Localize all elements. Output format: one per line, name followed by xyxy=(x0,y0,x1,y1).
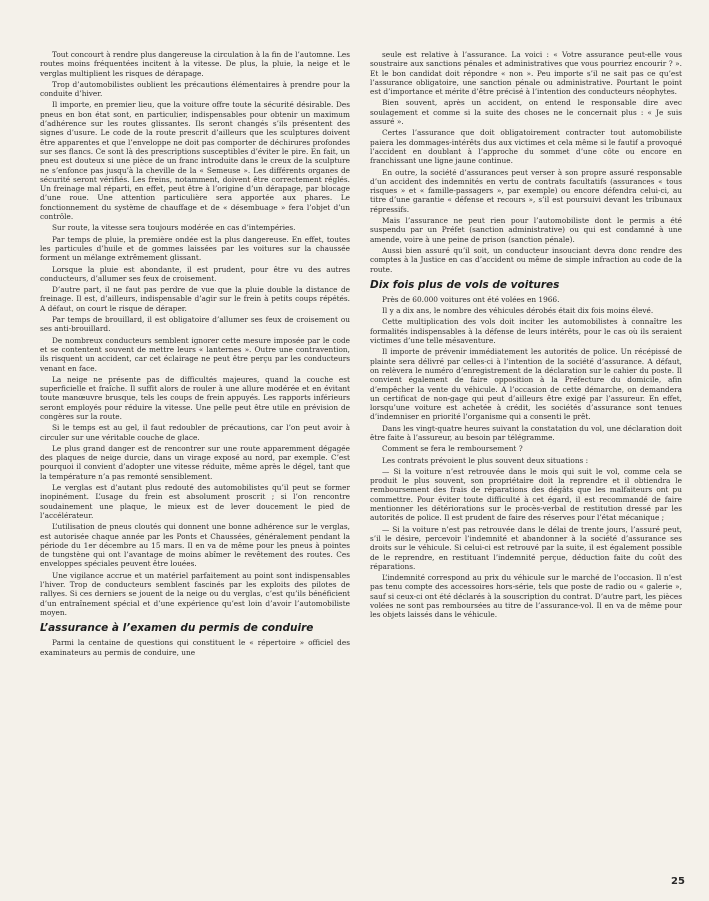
paragraph: Près de 60.000 voitures ont été volées en 1966. xyxy=(382,294,560,304)
paragraph: Les contrats prévoient le plus souvent deux situations : xyxy=(382,455,589,465)
paragraph: Le verglas est d’autant plus redouté des automobilistes qu’il peut se former inopinément. L’usage du frein est absolument proscrit ; si l’on rencontre soudainement une plaque, le mieux est de lever doucement le pied de l’accélérateur. xyxy=(40,483,350,520)
paragraph: Comment se fera le remboursement ? xyxy=(382,444,523,454)
paragraph: Dans les vingt-quatre heures suivant la constatation du vol, une déclaration doit être faite à l’assureur, au besoin par télégramme. xyxy=(370,423,682,442)
paragraph: Si le temps est au gel, il faut redoubler de précautions, car l’on peut avoir à circuler sur une véritable couche de glace. xyxy=(40,423,350,442)
paragraph: Cette multiplication des vols doit inciter les automobilistes à connaître les formalités indispensables à la défense de leurs intérêts, pour le cas où ils seraient victimes d’une telle mésaventure. xyxy=(370,317,682,346)
paragraph: Par temps de brouillard, il est obligatoire d’allumer ses feux de croisement ou ses anti-brouillard. xyxy=(40,315,350,334)
paragraph: Aussi bien assuré qu’il soit, un conducteur insouciant devra donc rendre des comptes à la Justice en cas d’accident ou même de simple infraction au code de la route. xyxy=(370,245,682,274)
paragraph: La neige ne présente pas de difficultés majeures, quand la couche est superficielle et fraîche. Il suffit alors de rouler à une allure modérée et en évitant toute manœuvre brusque, tels les coups de frein appuyés. Les rapports inférieurs seront employés pour réduire la vitesse. Une pelle peut être utile en prévision de congères sur la route. xyxy=(40,374,350,421)
paragraph: Le plus grand danger est de rencontrer sur une route apparemment dégagée des plaques de neige durcie, dans un virage exposé au nord, par exemple. C’est pourquoi il convient d’adopter une vitesse réduite, même après le dégel, tant que la température n’a pas remonté sensiblement. xyxy=(40,443,350,481)
right-column xyxy=(370,50,682,622)
section-heading-insurance-exam: L’assurance à l’examen du permis de conduire xyxy=(40,622,314,635)
paragraph: Bien souvent, après un accident, on entend le responsable dire avec soulagement et comme si la suite des choses ne le concernait plus : « Je suis assuré ». xyxy=(370,98,682,127)
paragraph: Il importe de prévenir immédiatement les autorités de police. Un récépissé de plainte sera délivré par celles-ci à l’intention de la société d’assurance. A défaut, on relèvera le numéro d’enregistrement de la déclaration sur le cahier du poste. Il convient également de faire opposition à la Préfecture du domicile, afin d’empêcher la vente du véhicule. A l’occasion de cette démarche, on demandera un certificat de non-gage qui peut d’ailleurs être exigé par l’assureur. En effet, lorsqu’une voiture est achetée à crédit, les sociétés d’assurance sont tenues d’indemniser en priorité l’organisme qui a consenti le prêt. xyxy=(370,347,682,422)
paragraph: Tout concourt à rendre plus dangereuse la circulation à la fin de l’automne. Les routes moins fréquentées incitent à la vitesse. De plus, la pluie, la neige et le verglas multiplient les risques de dérapage. xyxy=(40,50,350,78)
page-number: 25 xyxy=(671,876,685,887)
paragraph: Parmi la centaine de questions qui constituent le « répertoire » officiel des examinateurs au permis de conduire, une xyxy=(40,638,350,657)
paragraph: Une vigilance accrue et un matériel parfaitement au point sont indispensables l’hiver. Trop de conducteurs semblent fascinés par les exploits des pilotes de rallyes. Si ces derniers se jouent de la neige ou du verglas, c’est qu’ils bénéficient d’un entraînement spécial et d’une expérience qu’est loin d’avoir l’automobiliste moyen. xyxy=(40,570,350,617)
paragraph: Lorsque la pluie est abondante, il est prudent, pour être vu des autres conducteurs, d’allumer ses feux de croisement. xyxy=(40,264,350,283)
paragraph: Trop d’automobilistes oublient les précautions élémentaires à prendre pour la conduite d’hiver. xyxy=(40,79,350,99)
paragraph: Il y a dix ans, le nombre des véhicules dérobés était dix fois moins élevé. xyxy=(382,306,654,316)
paragraph: — Si la voiture n’est pas retrouvée dans le délai de trente jours, l’assuré peut, s’il le désire, percevoir l’indemnité et abandonner à la société d’assurance ses droits sur le véhicule. Si celui-ci est retrouvé par la suite, il est également possible de le reprendre, en restituant l’indemnité perçue, déduction faite du coût des réparations. xyxy=(370,524,682,571)
paragraph: — Si la voiture n’est retrouvée dans le mois qui suit le vol, comme cela se produit le plus souvent, son propriétaire doit la reprendre et il obtiendra le remboursement des frais de réparations des dégâts que les malfaiteurs ont pu commettre. Pour éviter toute difficulté à cet égard, il est recommandé de faire mentionner les détériorations sur le procès-verbal de restitution dressé par les autorités de police. Il est prudent de faire des réserves pour l’état mécanique ; xyxy=(370,466,682,523)
paragraph: Il importe, en premier lieu, que la voiture offre toute la sécurité désirable. Des pneus en bon état sont, en particulier, indispensables pour obtenir un maximum d’adhérence sur les routes glissantes. Ils seront changés s’ils présentent des signes d’usure. Le code de la route prescrit d’ailleurs que les sculptures doivent être apparentes et que l’enveloppe ne doit pas comporter de déchirures profondes sur ses flancs. Ce sont là des prescriptions susceptibles d’éviter le pire. En fait, un pneu est douteux si une pièce de un franc introduite dans le creux de la sculpture ne s’enfonce pas jusqu’à la cheville de la « Semeuse ». Les différents organes de sécurité seront vérifiés. Les freins, notamment, doivent être correctement réglés. Un freinage mal réparti, en effet, peut être à l’origine d’un dérapage, par blocage d’une roue. Une attention particulière sera apportée aux phares. Le fonctionnement du système de chauffage et de « désembuage » fera l’objet d’un contrôle. xyxy=(40,100,350,222)
paragraph: Sur route, la vitesse sera toujours modérée en cas d’intempéries. xyxy=(52,223,296,233)
left-column xyxy=(40,50,350,659)
paragraph: Par temps de pluie, la première ondée est la plus dangereuse. En effet, toutes les particules d’huile et de gommes laissées par les voitures sur la chaussée forment un mélange extrêmement glissant. xyxy=(40,234,350,263)
paragraph: D’autre part, il ne faut pas perdre de vue que la pluie double la distance de freinage. Il est, d’ailleurs, indispensable d’agir sur le frein à petits coups répétés. A défaut, on court le risque de déraper. xyxy=(40,285,350,313)
paragraph: seule est relative à l’assurance. La voici : « Votre assurance peut-elle vous soustraire aux sanctions pénales et administratives que vous pourriez encourir ? ». Et le bon candidat doit répondre « non ». Peu importe s’il ne sait pas ce qu’est l’assurance obligatoire, une sanction pénale ou administrative. Pourtant le point est d’importance et mérite d’être précisé à l’intention des conducteurs néophytes. xyxy=(370,50,682,97)
paragraph: De nombreux conducteurs semblent ignorer cette mesure imposée par le code et se contentent souvent de mettre leurs « lanternes ». Outre une contravention, ils risquent un accident, car cet éclairage ne peut être perçu par les conducteurs venant en face. xyxy=(40,335,350,373)
paragraph: Certes l’assurance que doit obligatoirement contracter tout automobiliste paiera les dommages-intérêts dus aux victimes et cela même si le fautif a provoqué l’accident en doublant à l’approche du sommet d’une côte ou encore en franchissant une ligne jaune continue. xyxy=(370,128,682,166)
paragraph: Mais l’assurance ne peut rien pour l’automobiliste dont le permis a été suspendu par un Préfet (sanction administrative) ou qui est condamné à une amende, voire à une peine de prison (sanction pénale). xyxy=(370,216,682,244)
paragraph: L’indemnité correspond au prix du véhicule sur le marché de l’occasion. Il n’est pas tenu compte des accessoires hors-série, tels que poste de radio ou « galerie », sauf si ceux-ci ont été déclarés à la souscription du contrat. D’autre part, les pièces volées ne sont pas remboursées au titre de l’assurance-vol. Il en va de même pour les objets laissés dans le véhicule. xyxy=(370,573,682,620)
paragraph: L’utilisation de pneus cloutés qui donnent une bonne adhérence sur le verglas, est autorisée chaque année par les Ponts et Chaussées, généralement pendant la période du 1er décembre au 15 mars. Il en va de même pour les pneus à pointes de tungstène qui ont l’avantage de moins abîmer le revêtement des routes. Ces enveloppes spéciales peuvent être louées. xyxy=(40,522,350,569)
paragraph: En outre, la société d’assurances peut verser à son propre assuré responsable d’un accident des indemnités en vertu de contrats facultatifs (assurances « tous risques » et « famille-passagers », par exemple) ou encore défendra celui-ci, au titre d’une garantie « défense et recours », s’il est poursuivi devant les tribunaux répressifs. xyxy=(370,167,682,214)
section-heading-car-thefts: Dix fois plus de vols de voitures xyxy=(370,278,560,291)
